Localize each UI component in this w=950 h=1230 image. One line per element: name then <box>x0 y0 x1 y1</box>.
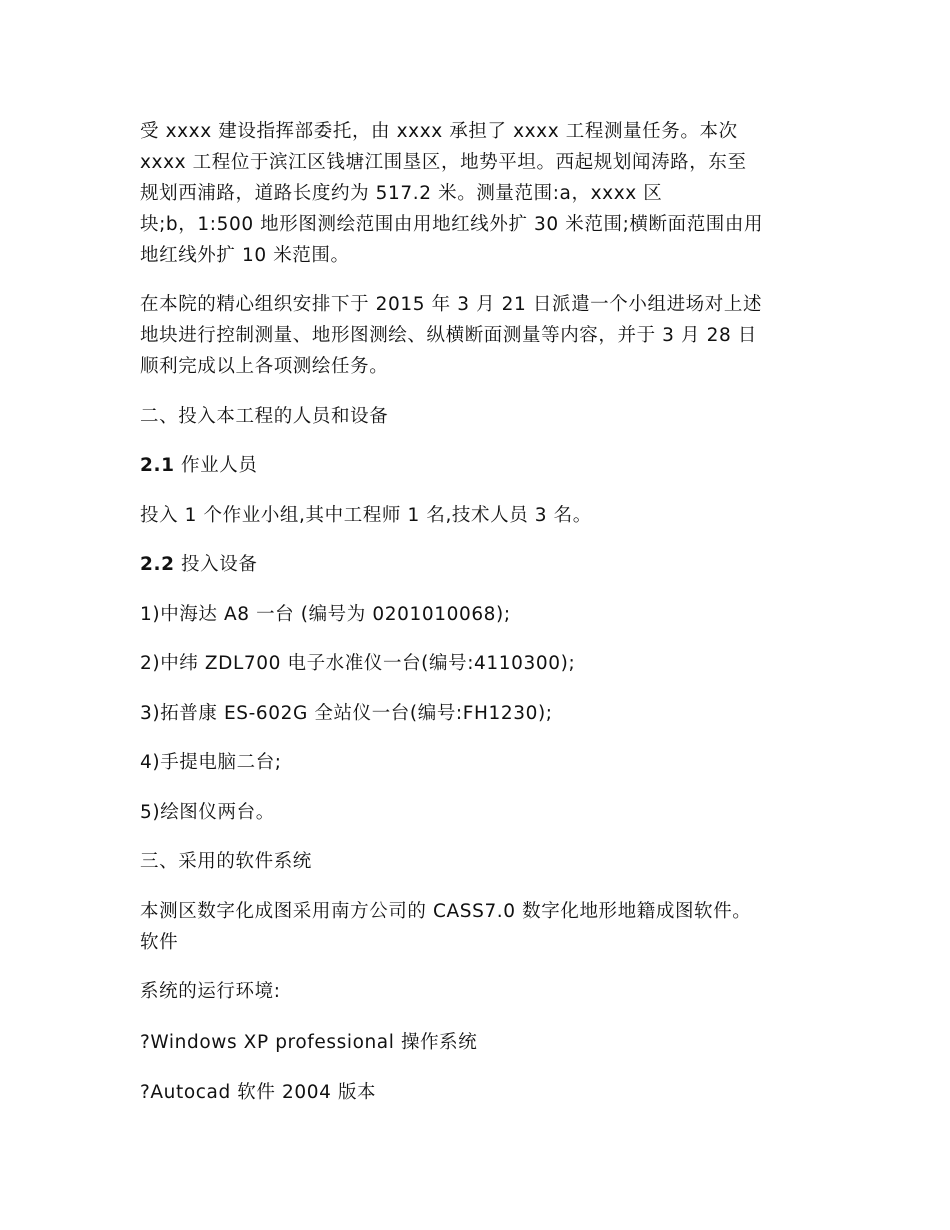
subsection-2-2-heading <box>140 549 830 580</box>
intro-line-1: 受 xxxx 建设指挥部委托，由 xxxx 承担了 xxxx 工程测量任务。本次 <box>140 121 738 142</box>
equipment-item-4: 4)手提电脑二台; <box>140 752 282 773</box>
subsection-2-1-title: 作业人员 <box>174 455 258 476</box>
environment-item-1: ?Windows XP professional 操作系统 <box>140 1032 478 1053</box>
intro-line-5: 地红线外扩 10 米范围。 <box>140 245 350 266</box>
environment-item-2: ?Autocad 软件 2004 版本 <box>140 1082 377 1103</box>
software-line-1: 本测区数字化成图采用南方公司的 CASS7.0 数字化地形地籍成图软件。 <box>140 901 752 922</box>
equipment-item-3: 3)拓普康 ES-602G 全站仪一台(编号:FH1230); <box>140 703 553 724</box>
intro-line-3: 规划西浦路，道路长度约为 517.2 米。测量范围:a，xxxx 区 <box>140 183 663 204</box>
section-2-heading: 二、投入本工程的人员和设备 <box>140 406 389 427</box>
schedule-line-1: 在本院的精心组织安排下于 2015 年 3 月 21 日派遣一个小组进场对上述 <box>140 294 763 315</box>
software-paragraph <box>140 896 830 958</box>
section-3-heading: 三、采用的软件系统 <box>140 851 312 872</box>
equipment-item-1: 1)中海达 A8 一台 (编号为 0201010068); <box>140 604 511 625</box>
personnel-paragraph: 投入 1 个作业小组,其中工程师 1 名,技术人员 3 名。 <box>140 505 592 526</box>
equipment-item-5: 5)绘图仪两台。 <box>140 802 275 823</box>
intro-line-4: 块;b，1:500 地形图测绘范围由用地红线外扩 30 米范围;横断面范围由用 <box>140 214 764 235</box>
intro-line-2: xxxx 工程位于滨江区钱塘江围垦区，地势平坦。西起规划闻涛路，东至 <box>140 152 747 173</box>
schedule-line-3: 顺利完成以上各项测绘任务。 <box>140 356 389 377</box>
equipment-item-2: 2)中纬 ZDL700 电子水准仪一台(编号:4110300); <box>140 653 576 674</box>
subsection-2-2-number: 2.2 <box>140 554 175 575</box>
schedule-line-2: 地块进行控制测量、地形图测绘、纵横断面测量等内容，并于 3 月 28 日 <box>140 325 757 346</box>
subsection-2-2-title: 投入设备 <box>174 554 258 575</box>
subsection-2-1-heading <box>140 450 830 481</box>
subsection-2-1-number: 2.1 <box>140 455 175 476</box>
schedule-paragraph <box>140 289 830 382</box>
software-line-2: 软件 <box>140 932 179 953</box>
environment-label: 系统的运行环境: <box>140 981 281 1002</box>
intro-paragraph <box>140 116 830 271</box>
